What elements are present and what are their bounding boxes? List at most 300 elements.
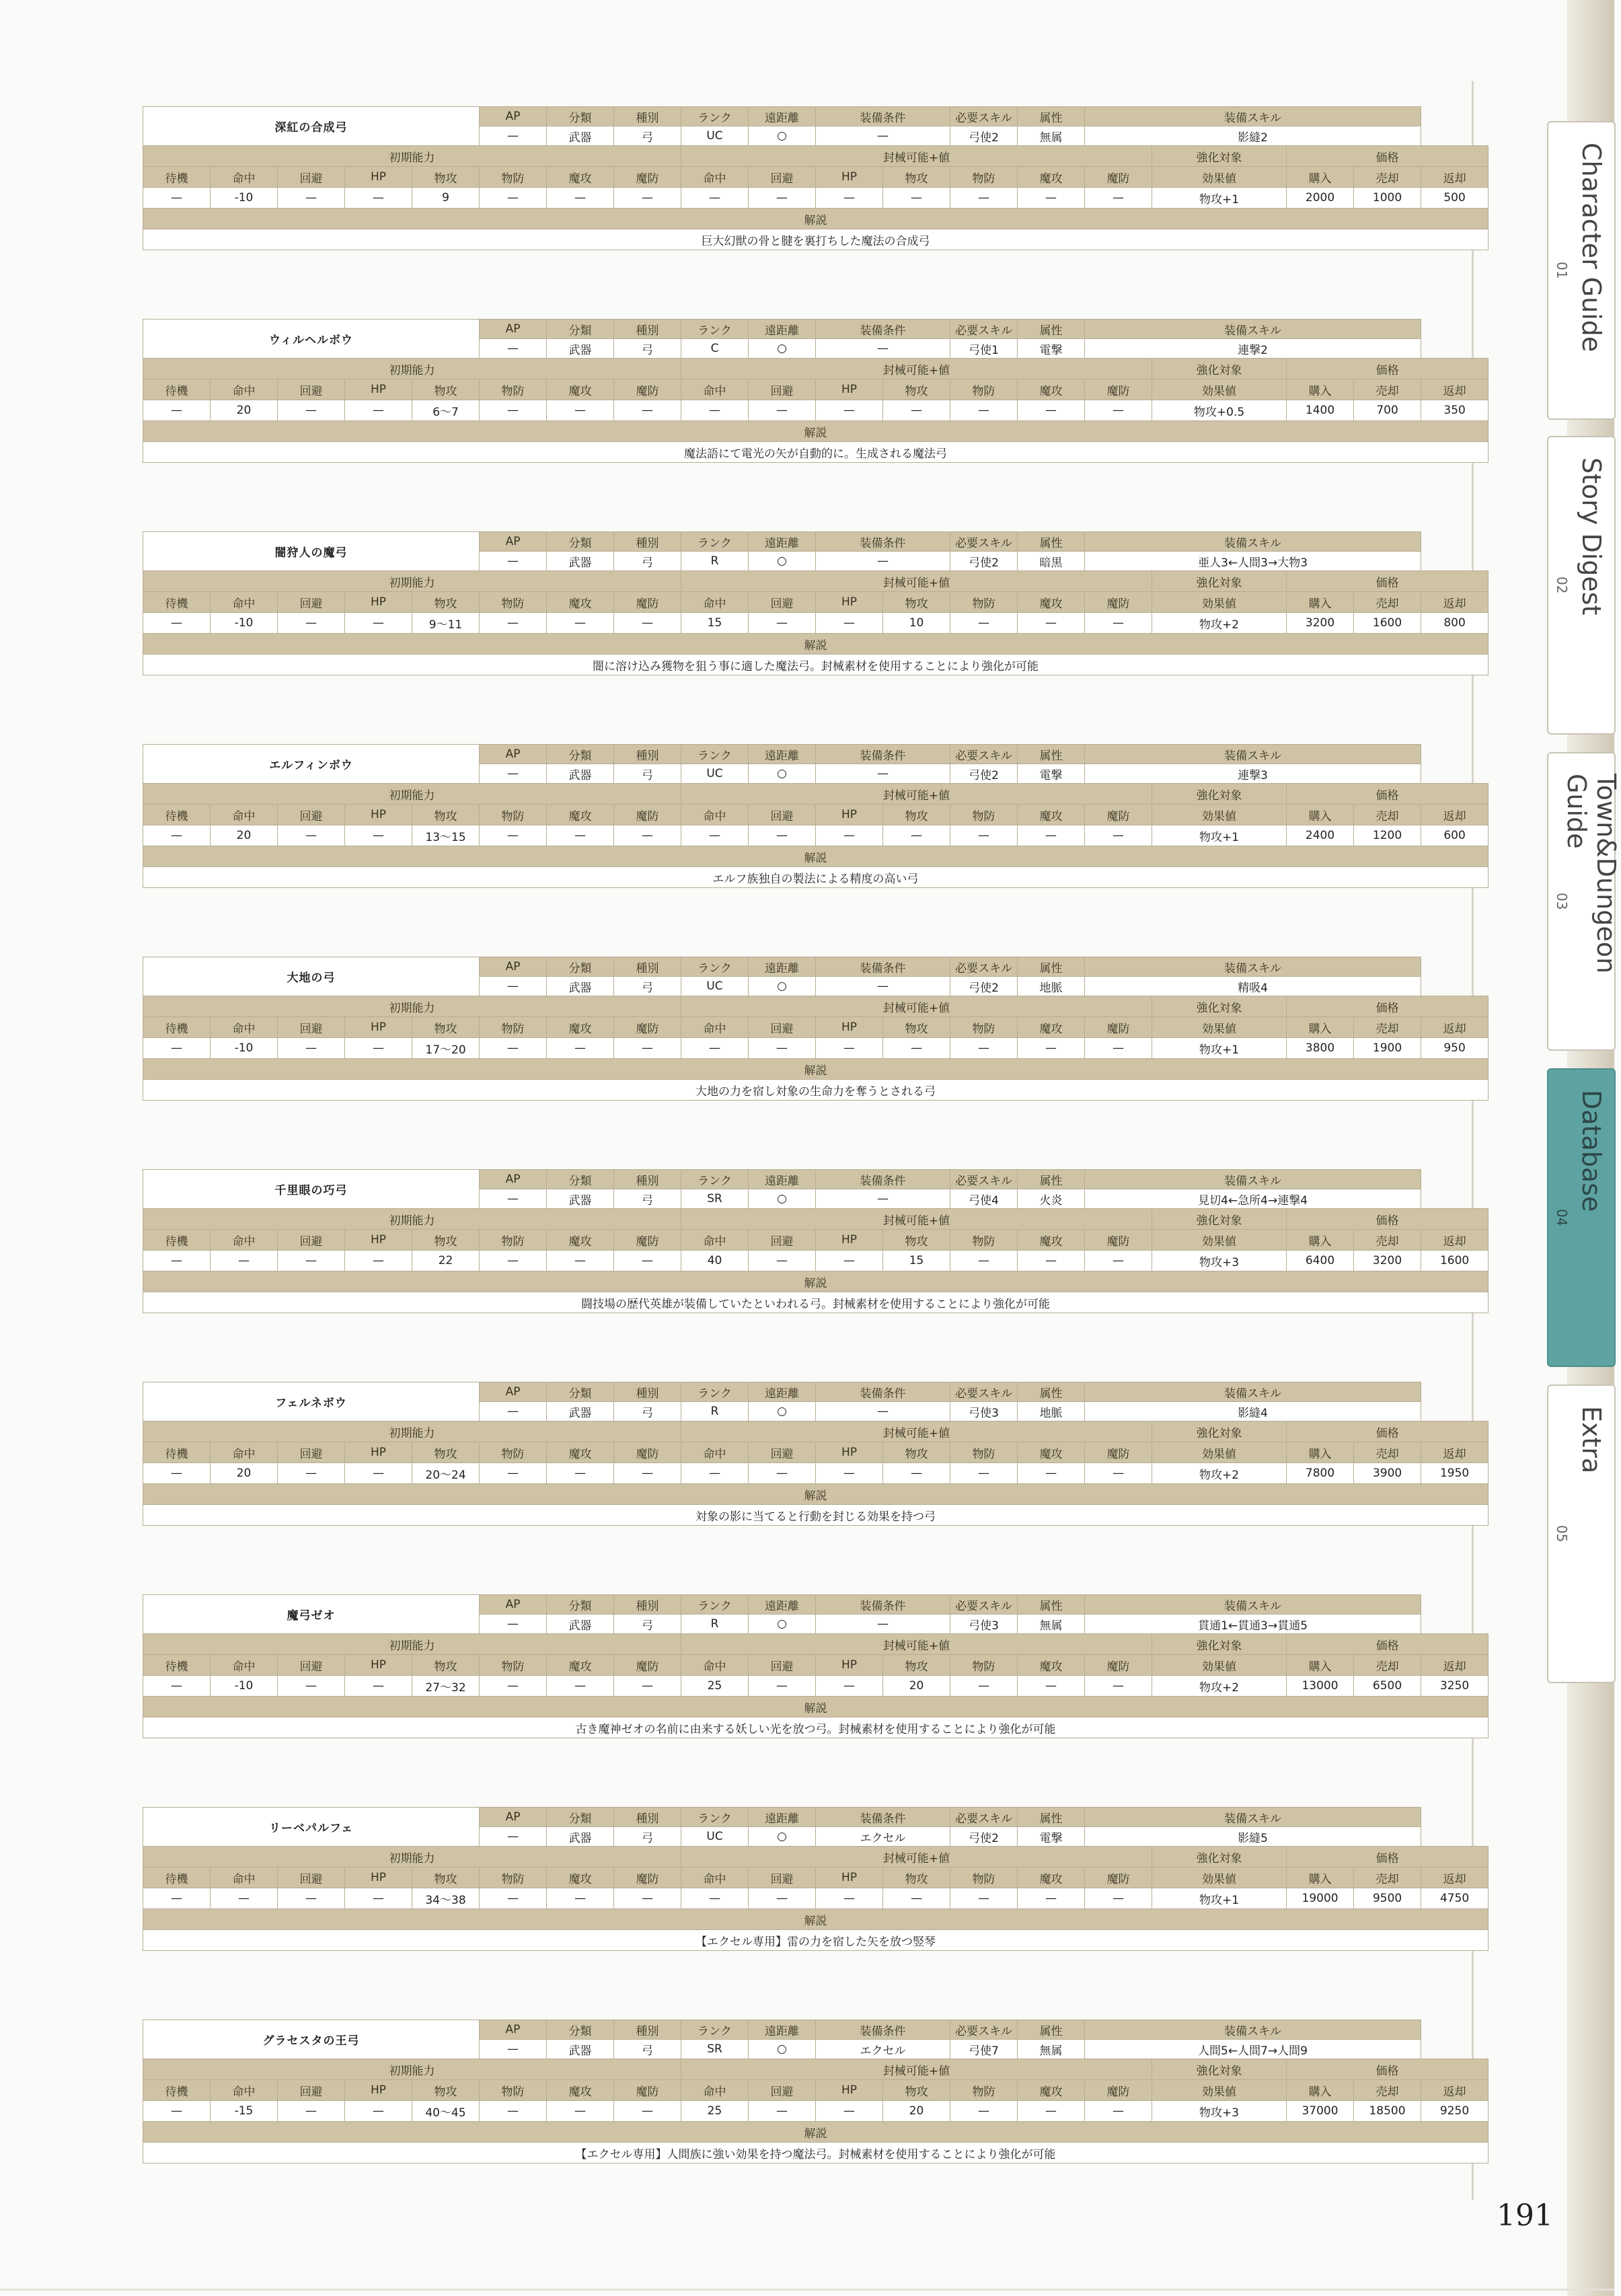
header-equip-condition: 装備条件	[816, 320, 950, 339]
header-equip-condition: 装備条件	[816, 2020, 950, 2040]
stat-value: —	[345, 1038, 412, 1059]
seal-stat-value: —	[1085, 1888, 1152, 1909]
value-required-skill: 弓使4	[950, 1189, 1018, 1209]
header-ranged: 遠距離	[749, 1808, 816, 1827]
value-equip-skill: 貫通1←貫通3→貫通5	[1085, 1615, 1421, 1634]
seal-stat-header: 魔攻	[1018, 1655, 1085, 1676]
value-rank: SR	[681, 2040, 749, 2059]
header-seal-bonus: 封械可能+値	[681, 996, 1152, 1017]
seal-stat-value: —	[749, 1888, 816, 1909]
stat-header: 物攻	[412, 2080, 480, 2101]
value-ranged: ○	[749, 2040, 816, 2059]
stat-value: —	[345, 2101, 412, 2122]
stat-value: —	[547, 1888, 614, 1909]
value-attribute: 電撃	[1018, 1827, 1085, 1847]
header-initial-stats: 初期能力	[143, 2059, 681, 2080]
value-equip-skill: 見切4←急所4→連撃4	[1085, 1189, 1421, 1209]
stat-value: —	[547, 1251, 614, 1271]
seal-stat-value: —	[816, 1038, 883, 1059]
weapon-entry	[143, 531, 1466, 744]
value-equip-condition: —	[816, 764, 950, 784]
seal-stat-value: —	[950, 400, 1018, 421]
stat-value: 20	[211, 400, 278, 421]
tab-number: 04	[1554, 1209, 1570, 1226]
header-attribute: 属性	[1018, 1382, 1085, 1402]
header-ap: AP	[480, 1170, 547, 1189]
stat-header: HP	[345, 1442, 412, 1463]
tab-number: 05	[1554, 1525, 1570, 1543]
seal-stat-header: 回避	[749, 805, 816, 825]
header-ap: AP	[480, 107, 547, 126]
seal-stat-value: —	[681, 400, 749, 421]
seal-stat-header: 回避	[749, 2080, 816, 2101]
stat-header: 魔防	[614, 1655, 681, 1676]
header-rank: ランク	[681, 532, 749, 552]
header-attribute: 属性	[1018, 532, 1085, 552]
stat-value: -10	[211, 188, 278, 209]
value-attribute: 無属	[1018, 1615, 1085, 1634]
header-description: 解説	[143, 634, 1488, 655]
seal-stat-value: 20	[883, 1676, 950, 1697]
weapon-entry	[143, 319, 1466, 531]
header-equip-condition: 装備条件	[816, 1382, 950, 1402]
tab-number: 02	[1554, 577, 1570, 594]
header-enhance-target: 強化対象	[1152, 1421, 1287, 1442]
price-header: 購入	[1287, 1442, 1354, 1463]
value-required-skill: 弓使2	[950, 1827, 1018, 1847]
stat-value: —	[211, 1251, 278, 1271]
weapon-table	[143, 531, 1488, 675]
value-rank: UC	[681, 1827, 749, 1847]
stat-header: 魔防	[614, 379, 681, 400]
header-seal-bonus: 封械可能+値	[681, 146, 1152, 167]
weapon-table	[143, 106, 1488, 250]
seal-stat-value: —	[816, 825, 883, 846]
seal-stat-header: 物防	[950, 805, 1018, 825]
price-header: 売却	[1354, 1867, 1421, 1888]
value-category: 武器	[547, 1827, 614, 1847]
stat-header: HP	[345, 1655, 412, 1676]
stat-value: —	[547, 825, 614, 846]
seal-stat-header: 魔攻	[1018, 805, 1085, 825]
price-sell: 1900	[1354, 1038, 1421, 1059]
weapon-name: 千里眼の巧弓	[143, 1170, 480, 1209]
header-effect-value: 効果値	[1152, 1655, 1287, 1676]
price-header: 購入	[1287, 1017, 1354, 1038]
seal-stat-header: 命中	[681, 1867, 749, 1888]
price-header: 購入	[1287, 1230, 1354, 1251]
value-equip-skill: 精吸4	[1085, 977, 1421, 996]
header-equip-skill: 装備スキル	[1085, 2020, 1421, 2040]
stat-value: —	[345, 1676, 412, 1697]
value-equip-condition: —	[816, 977, 950, 996]
stat-value: —	[614, 1676, 681, 1697]
header-type: 種別	[614, 1170, 681, 1189]
seal-stat-header: 魔攻	[1018, 2080, 1085, 2101]
stat-value: —	[278, 1676, 345, 1697]
stat-value: —	[480, 1676, 547, 1697]
header-ap: AP	[480, 1595, 547, 1615]
stat-header: 命中	[211, 1442, 278, 1463]
effect-value: 物攻+2	[1152, 1676, 1287, 1697]
price-return: 4750	[1421, 1888, 1488, 1909]
header-ranged: 遠距離	[749, 1595, 816, 1615]
seal-stat-value: —	[749, 188, 816, 209]
header-description: 解説	[143, 1484, 1488, 1505]
tab-title: Story Digest	[1577, 457, 1606, 616]
stat-value: —	[547, 1463, 614, 1484]
weapon-entry	[143, 1382, 1470, 1594]
price-header: 購入	[1287, 805, 1354, 825]
stat-value: —	[278, 1888, 345, 1909]
header-rank: ランク	[681, 745, 749, 764]
weapon-entry	[143, 1169, 1470, 1382]
value-category: 武器	[547, 339, 614, 359]
value-ap: —	[480, 339, 547, 359]
seal-stat-header: 物防	[950, 1655, 1018, 1676]
stat-header: HP	[345, 379, 412, 400]
value-required-skill: 弓使2	[950, 977, 1018, 996]
stat-header: 物攻	[412, 805, 480, 825]
price-buy: 2000	[1287, 188, 1354, 209]
value-attribute: 電撃	[1018, 339, 1085, 359]
value-equip-condition: —	[816, 1615, 950, 1634]
header-description: 解説	[143, 2122, 1488, 2143]
value-required-skill: 弓使7	[950, 2040, 1018, 2059]
seal-stat-value: —	[816, 1676, 883, 1697]
stat-header: 魔攻	[547, 1867, 614, 1888]
tab-character-guide[interactable]	[1547, 121, 1616, 420]
stat-value: —	[345, 1463, 412, 1484]
value-ranged: ○	[749, 1402, 816, 1421]
seal-stat-value: —	[816, 1463, 883, 1484]
header-description: 解説	[143, 1059, 1488, 1080]
effect-value: 物攻+2	[1152, 613, 1287, 634]
stat-header: 魔防	[614, 1017, 681, 1038]
price-return: 950	[1421, 1038, 1488, 1059]
seal-stat-header: HP	[816, 379, 883, 400]
seal-stat-header: 命中	[681, 2080, 749, 2101]
price-header: 売却	[1354, 1655, 1421, 1676]
header-type: 種別	[614, 320, 681, 339]
tab-number: 01	[1554, 262, 1570, 279]
header-seal-bonus: 封械可能+値	[681, 359, 1152, 379]
stat-header: 待機	[143, 592, 211, 613]
header-enhance-target: 強化対象	[1152, 2059, 1287, 2080]
header-price: 価格	[1287, 996, 1488, 1017]
value-equip-skill: 人間5←人間7→人間9	[1085, 2040, 1421, 2059]
price-header: 購入	[1287, 1867, 1354, 1888]
header-equip-condition: 装備条件	[816, 1595, 950, 1615]
header-attribute: 属性	[1018, 745, 1085, 764]
header-category: 分類	[547, 1808, 614, 1827]
seal-stat-value: —	[1018, 1676, 1085, 1697]
header-enhance-target: 強化対象	[1152, 1634, 1287, 1655]
seal-stat-header: 命中	[681, 805, 749, 825]
seal-stat-header: HP	[816, 1230, 883, 1251]
stat-value: —	[614, 188, 681, 209]
stat-value: —	[278, 188, 345, 209]
seal-stat-value: —	[950, 1888, 1018, 1909]
seal-stat-value: —	[816, 613, 883, 634]
seal-stat-header: 命中	[681, 167, 749, 188]
description-text: 古き魔神ゼオの名前に由来する妖しい光を放つ弓。封械素材を使用することにより強化が可能	[143, 1717, 1488, 1738]
price-return: 1950	[1421, 1463, 1488, 1484]
value-ranged: ○	[749, 1189, 816, 1209]
seal-stat-value: —	[816, 1888, 883, 1909]
stat-header: 回避	[278, 805, 345, 825]
effect-value: 物攻+0.5	[1152, 400, 1287, 421]
price-return: 500	[1421, 188, 1488, 209]
seal-stat-value: —	[883, 400, 950, 421]
price-header: 購入	[1287, 1655, 1354, 1676]
stat-value: 9	[412, 188, 480, 209]
value-rank: R	[681, 1402, 749, 1421]
price-buy: 37000	[1287, 2101, 1354, 2122]
seal-stat-header: 命中	[681, 1442, 749, 1463]
stat-header: 魔攻	[547, 1655, 614, 1676]
stat-header: HP	[345, 805, 412, 825]
stat-header: 魔防	[614, 1442, 681, 1463]
stat-value: —	[345, 188, 412, 209]
seal-stat-value: —	[749, 613, 816, 634]
tab-extra[interactable]	[1547, 1384, 1616, 1683]
header-ranged: 遠距離	[749, 1382, 816, 1402]
weapon-table	[143, 1807, 1488, 1951]
value-rank: UC	[681, 126, 749, 146]
stat-header: 魔攻	[547, 379, 614, 400]
description-text: 大地の力を宿し対象の生命力を奪うとされる弓	[143, 1080, 1488, 1101]
header-ap: AP	[480, 532, 547, 552]
seal-stat-header: 物攻	[883, 1442, 950, 1463]
header-seal-bonus: 封械可能+値	[681, 784, 1152, 805]
value-required-skill: 弓使2	[950, 552, 1018, 571]
weapon-table	[143, 319, 1488, 463]
header-ranged: 遠距離	[749, 2020, 816, 2040]
stat-header: 魔攻	[547, 805, 614, 825]
seal-stat-value: —	[1085, 1038, 1152, 1059]
header-description: 解説	[143, 1271, 1488, 1292]
header-category: 分類	[547, 1170, 614, 1189]
seal-stat-value: —	[681, 188, 749, 209]
tab-story-digest[interactable]	[1547, 436, 1616, 735]
tab-title: Character Guide	[1577, 143, 1606, 353]
seal-stat-header: HP	[816, 167, 883, 188]
price-sell: 3900	[1354, 1463, 1421, 1484]
header-ap: AP	[480, 320, 547, 339]
seal-stat-header: 回避	[749, 1230, 816, 1251]
weapon-name: グラセスタの王弓	[143, 2020, 480, 2059]
seal-stat-value: —	[1018, 1251, 1085, 1271]
seal-stat-value: —	[681, 1038, 749, 1059]
stat-value: —	[345, 1888, 412, 1909]
stat-value: —	[547, 2101, 614, 2122]
seal-stat-header: 物防	[950, 1442, 1018, 1463]
seal-stat-value: —	[950, 1676, 1018, 1697]
seal-stat-header: 命中	[681, 592, 749, 613]
header-enhance-target: 強化対象	[1152, 996, 1287, 1017]
value-type: 弓	[614, 1402, 681, 1421]
header-seal-bonus: 封械可能+値	[681, 571, 1152, 592]
description-text: エルフ族独自の製法による精度の高い弓	[143, 867, 1488, 888]
stat-header: HP	[345, 1230, 412, 1251]
header-category: 分類	[547, 107, 614, 126]
stat-header: 命中	[211, 1017, 278, 1038]
stat-value: —	[480, 1038, 547, 1059]
value-type: 弓	[614, 552, 681, 571]
seal-stat-header: 物攻	[883, 1230, 950, 1251]
value-category: 武器	[547, 2040, 614, 2059]
header-description: 解説	[143, 1697, 1488, 1717]
stat-value: —	[547, 1038, 614, 1059]
stat-header: 物攻	[412, 1442, 480, 1463]
stat-header: 回避	[278, 379, 345, 400]
header-equip-skill: 装備スキル	[1085, 532, 1421, 552]
seal-stat-header: HP	[816, 2080, 883, 2101]
value-ap: —	[480, 1615, 547, 1634]
seal-stat-header: 回避	[749, 1867, 816, 1888]
header-enhance-target: 強化対象	[1152, 1847, 1287, 1867]
seal-stat-header: 命中	[681, 1017, 749, 1038]
seal-stat-header: 魔攻	[1018, 1442, 1085, 1463]
weapon-table	[143, 744, 1488, 888]
header-description: 解説	[143, 1909, 1488, 1930]
seal-stat-header: 物防	[950, 1017, 1018, 1038]
value-attribute: 無属	[1018, 2040, 1085, 2059]
header-required-skill: 必要スキル	[950, 532, 1018, 552]
description-text: 対象の影に当てると行動を封じる効果を持つ弓	[143, 1505, 1488, 1526]
seal-stat-header: 魔防	[1085, 805, 1152, 825]
value-ranged: ○	[749, 764, 816, 784]
price-sell: 700	[1354, 400, 1421, 421]
value-ap: —	[480, 764, 547, 784]
price-return: 3250	[1421, 1676, 1488, 1697]
seal-stat-value: —	[1085, 400, 1152, 421]
value-ranged: ○	[749, 552, 816, 571]
value-equip-skill: 連撃2	[1085, 339, 1421, 359]
header-initial-stats: 初期能力	[143, 996, 681, 1017]
weapon-table	[143, 957, 1488, 1101]
weapon-entry	[143, 106, 1466, 319]
header-price: 価格	[1287, 1634, 1488, 1655]
seal-stat-header: 魔防	[1085, 379, 1152, 400]
header-ap: AP	[480, 745, 547, 764]
seal-stat-value: —	[1018, 1463, 1085, 1484]
page-number: 191	[1497, 2198, 1553, 2233]
header-type: 種別	[614, 2020, 681, 2040]
value-type: 弓	[614, 977, 681, 996]
header-initial-stats: 初期能力	[143, 571, 681, 592]
effect-value: 物攻+2	[1152, 1463, 1287, 1484]
seal-stat-value: —	[950, 825, 1018, 846]
header-required-skill: 必要スキル	[950, 1595, 1018, 1615]
seal-stat-header: 魔攻	[1018, 167, 1085, 188]
stat-value: -15	[211, 2101, 278, 2122]
seal-stat-header: 魔防	[1085, 167, 1152, 188]
price-sell: 1200	[1354, 825, 1421, 846]
tab-title: Town&Dungeon Guide	[1562, 774, 1621, 974]
header-enhance-target: 強化対象	[1152, 571, 1287, 592]
stat-header: 物攻	[412, 167, 480, 188]
seal-stat-header: 回避	[749, 379, 816, 400]
description-text: 【エクセル専用】人間族に強い効果を持つ魔法弓。封械素材を使用することにより強化が可能	[143, 2143, 1488, 2163]
stat-value: —	[614, 1251, 681, 1271]
stat-value: -10	[211, 613, 278, 634]
tab-town-dungeon-guide[interactable]	[1547, 752, 1621, 1051]
header-seal-bonus: 封械可能+値	[681, 1634, 1152, 1655]
price-header: 返却	[1421, 592, 1488, 613]
price-return: 800	[1421, 613, 1488, 634]
header-equip-skill: 装備スキル	[1085, 1808, 1421, 1827]
seal-stat-value: —	[883, 1463, 950, 1484]
seal-stat-value: —	[883, 1888, 950, 1909]
seal-stat-header: 物攻	[883, 592, 950, 613]
stat-header: 回避	[278, 1867, 345, 1888]
stat-header: 待機	[143, 1655, 211, 1676]
stat-value: —	[278, 400, 345, 421]
tab-title: Extra	[1577, 1406, 1606, 1474]
stat-value: —	[143, 188, 211, 209]
stat-value: 17～20	[412, 1038, 480, 1059]
seal-stat-value: —	[681, 1463, 749, 1484]
header-category: 分類	[547, 957, 614, 977]
header-rank: ランク	[681, 320, 749, 339]
stat-header: 物攻	[412, 1867, 480, 1888]
stat-header: 魔防	[614, 805, 681, 825]
stat-header: 回避	[278, 167, 345, 188]
stat-header: 回避	[278, 592, 345, 613]
header-type: 種別	[614, 1808, 681, 1827]
value-type: 弓	[614, 2040, 681, 2059]
seal-stat-value: —	[1085, 1463, 1152, 1484]
header-seal-bonus: 封械可能+値	[681, 2059, 1152, 2080]
price-header: 返却	[1421, 1442, 1488, 1463]
seal-stat-value: —	[749, 2101, 816, 2122]
header-required-skill: 必要スキル	[950, 1170, 1018, 1189]
seal-stat-value: —	[1018, 2101, 1085, 2122]
stat-value: 6～7	[412, 400, 480, 421]
seal-stat-value: —	[749, 825, 816, 846]
seal-stat-value: —	[1085, 613, 1152, 634]
stat-value: —	[480, 2101, 547, 2122]
value-ranged: ○	[749, 1827, 816, 1847]
seal-stat-value: 15	[883, 1251, 950, 1271]
price-header: 返却	[1421, 167, 1488, 188]
seal-stat-header: 回避	[749, 1655, 816, 1676]
weapon-name: 大地の弓	[143, 957, 480, 996]
seal-stat-value: —	[950, 1251, 1018, 1271]
price-header: 売却	[1354, 379, 1421, 400]
stat-value: 13～15	[412, 825, 480, 846]
seal-stat-header: 物攻	[883, 1655, 950, 1676]
stat-value: —	[547, 400, 614, 421]
value-required-skill: 弓使3	[950, 1615, 1018, 1634]
header-description: 解説	[143, 209, 1488, 229]
seal-stat-value: —	[749, 1676, 816, 1697]
seal-stat-header: 魔攻	[1018, 1867, 1085, 1888]
description-text: 闇に溶け込み獲物を狙う事に適した魔法弓。封械素材を使用することにより強化が可能	[143, 655, 1488, 675]
stat-value: —	[143, 400, 211, 421]
stat-header: 回避	[278, 1655, 345, 1676]
stat-header: 物防	[480, 1017, 547, 1038]
seal-stat-value: —	[749, 1038, 816, 1059]
stat-value: —	[143, 1038, 211, 1059]
price-header: 売却	[1354, 167, 1421, 188]
seal-stat-header: 魔防	[1085, 592, 1152, 613]
header-ranged: 遠距離	[749, 107, 816, 126]
seal-stat-header: HP	[816, 1867, 883, 1888]
tab-database[interactable]	[1547, 1068, 1616, 1367]
